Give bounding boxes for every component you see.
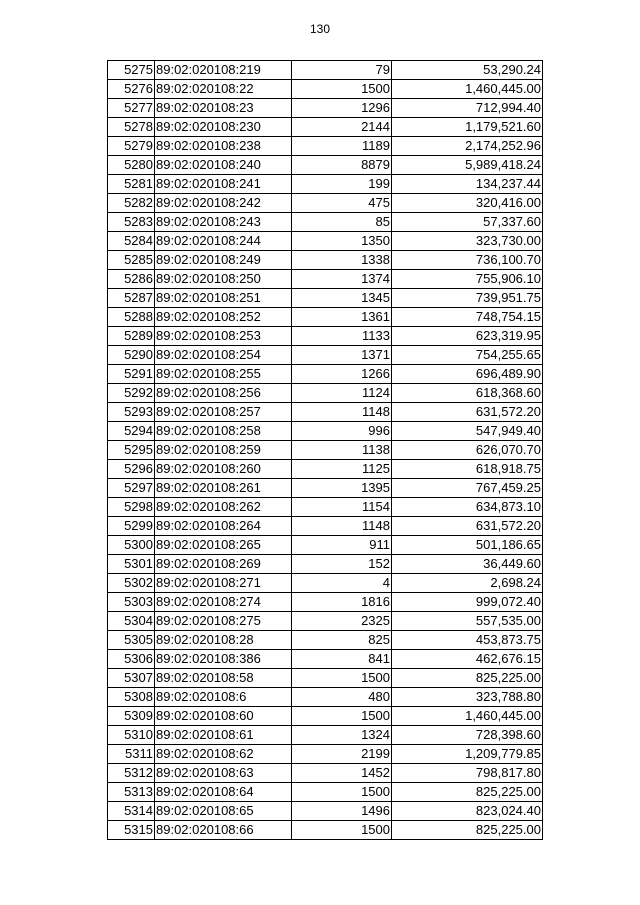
area-cell: 480 xyxy=(292,688,392,707)
cadastral-id-cell: 89:02:020108:253 xyxy=(155,327,292,346)
cadastral-id-cell: 89:02:020108:260 xyxy=(155,460,292,479)
value-cell: 825,225.00 xyxy=(392,821,543,840)
value-cell: 631,572.20 xyxy=(392,403,543,422)
table-row xyxy=(108,80,543,99)
row-number-cell: 5285 xyxy=(108,251,155,270)
table-row xyxy=(108,289,543,308)
cadastral-id-cell: 89:02:020108:251 xyxy=(155,289,292,308)
value-cell: 623,319.95 xyxy=(392,327,543,346)
row-number-cell: 5276 xyxy=(108,80,155,99)
cadastral-id-cell: 89:02:020108:261 xyxy=(155,479,292,498)
row-number-cell: 5301 xyxy=(108,555,155,574)
row-number-cell: 5281 xyxy=(108,175,155,194)
area-cell: 199 xyxy=(292,175,392,194)
row-number-cell: 5311 xyxy=(108,745,155,764)
value-cell: 626,070.70 xyxy=(392,441,543,460)
row-number-cell: 5296 xyxy=(108,460,155,479)
cadastral-id-cell: 89:02:020108:66 xyxy=(155,821,292,840)
table-row xyxy=(108,650,543,669)
row-number-cell: 5280 xyxy=(108,156,155,175)
table-row xyxy=(108,821,543,840)
table-row xyxy=(108,745,543,764)
cadastral-id-cell: 89:02:020108:230 xyxy=(155,118,292,137)
row-number-cell: 5304 xyxy=(108,612,155,631)
area-cell: 1500 xyxy=(292,821,392,840)
area-cell: 1148 xyxy=(292,403,392,422)
value-cell: 739,951.75 xyxy=(392,289,543,308)
row-number-cell: 5300 xyxy=(108,536,155,555)
value-cell: 2,174,252.96 xyxy=(392,137,543,156)
cadastral-id-cell: 89:02:020108:23 xyxy=(155,99,292,118)
row-number-cell: 5283 xyxy=(108,213,155,232)
row-number-cell: 5293 xyxy=(108,403,155,422)
cadastral-id-cell: 89:02:020108:63 xyxy=(155,764,292,783)
area-cell: 1154 xyxy=(292,498,392,517)
table-row xyxy=(108,536,543,555)
value-cell: 999,072.40 xyxy=(392,593,543,612)
cadastral-id-cell: 89:02:020108:65 xyxy=(155,802,292,821)
area-cell: 152 xyxy=(292,555,392,574)
area-cell: 1500 xyxy=(292,80,392,99)
cadastral-id-cell: 89:02:020108:62 xyxy=(155,745,292,764)
area-cell: 1296 xyxy=(292,99,392,118)
cadastral-id-cell: 89:02:020108:274 xyxy=(155,593,292,612)
cadastral-id-cell: 89:02:020108:61 xyxy=(155,726,292,745)
area-cell: 1138 xyxy=(292,441,392,460)
value-cell: 320,416.00 xyxy=(392,194,543,213)
table-row xyxy=(108,270,543,289)
row-number-cell: 5314 xyxy=(108,802,155,821)
value-cell: 323,788.80 xyxy=(392,688,543,707)
value-cell: 618,918.75 xyxy=(392,460,543,479)
row-number-cell: 5309 xyxy=(108,707,155,726)
table-row xyxy=(108,688,543,707)
area-cell: 1189 xyxy=(292,137,392,156)
value-cell: 1,179,521.60 xyxy=(392,118,543,137)
area-cell: 1374 xyxy=(292,270,392,289)
cadastral-id-cell: 89:02:020108:256 xyxy=(155,384,292,403)
row-number-cell: 5284 xyxy=(108,232,155,251)
row-number-cell: 5287 xyxy=(108,289,155,308)
area-cell: 2325 xyxy=(292,612,392,631)
cadastral-id-cell: 89:02:020108:271 xyxy=(155,574,292,593)
area-cell: 1500 xyxy=(292,783,392,802)
cadastral-id-cell: 89:02:020108:60 xyxy=(155,707,292,726)
row-number-cell: 5298 xyxy=(108,498,155,517)
area-cell: 841 xyxy=(292,650,392,669)
area-cell: 911 xyxy=(292,536,392,555)
cadastral-id-cell: 89:02:020108:238 xyxy=(155,137,292,156)
cadastral-id-cell: 89:02:020108:269 xyxy=(155,555,292,574)
row-number-cell: 5302 xyxy=(108,574,155,593)
cadastral-id-cell: 89:02:020108:250 xyxy=(155,270,292,289)
cadastral-id-cell: 89:02:020108:265 xyxy=(155,536,292,555)
table-row xyxy=(108,460,543,479)
cadastral-id-cell: 89:02:020108:259 xyxy=(155,441,292,460)
row-number-cell: 5275 xyxy=(108,61,155,80)
area-cell: 825 xyxy=(292,631,392,650)
value-cell: 5,989,418.24 xyxy=(392,156,543,175)
area-cell: 1500 xyxy=(292,669,392,688)
row-number-cell: 5315 xyxy=(108,821,155,840)
table-row xyxy=(108,365,543,384)
table-row xyxy=(108,555,543,574)
value-cell: 823,024.40 xyxy=(392,802,543,821)
value-cell: 754,255.65 xyxy=(392,346,543,365)
value-cell: 736,100.70 xyxy=(392,251,543,270)
row-number-cell: 5286 xyxy=(108,270,155,289)
cadastral-id-cell: 89:02:020108:262 xyxy=(155,498,292,517)
table-row xyxy=(108,384,543,403)
cadastral-id-cell: 89:02:020108:252 xyxy=(155,308,292,327)
table-row xyxy=(108,118,543,137)
table-row xyxy=(108,479,543,498)
cadastral-id-cell: 89:02:020108:257 xyxy=(155,403,292,422)
cadastral-id-cell: 89:02:020108:242 xyxy=(155,194,292,213)
table-row xyxy=(108,517,543,536)
cadastral-id-cell: 89:02:020108:244 xyxy=(155,232,292,251)
area-cell: 1452 xyxy=(292,764,392,783)
area-cell: 4 xyxy=(292,574,392,593)
area-cell: 1350 xyxy=(292,232,392,251)
table-row xyxy=(108,726,543,745)
row-number-cell: 5299 xyxy=(108,517,155,536)
value-cell: 825,225.00 xyxy=(392,669,543,688)
table-row xyxy=(108,802,543,821)
area-cell: 996 xyxy=(292,422,392,441)
row-number-cell: 5297 xyxy=(108,479,155,498)
row-number-cell: 5313 xyxy=(108,783,155,802)
row-number-cell: 5279 xyxy=(108,137,155,156)
area-cell: 1496 xyxy=(292,802,392,821)
value-cell: 36,449.60 xyxy=(392,555,543,574)
value-cell: 825,225.00 xyxy=(392,783,543,802)
area-cell: 1816 xyxy=(292,593,392,612)
cadastral-id-cell: 89:02:020108:386 xyxy=(155,650,292,669)
value-cell: 453,873.75 xyxy=(392,631,543,650)
value-cell: 631,572.20 xyxy=(392,517,543,536)
value-cell: 712,994.40 xyxy=(392,99,543,118)
area-cell: 1395 xyxy=(292,479,392,498)
value-cell: 323,730.00 xyxy=(392,232,543,251)
table-row xyxy=(108,137,543,156)
value-cell: 1,460,445.00 xyxy=(392,707,543,726)
cadastral-id-cell: 89:02:020108:240 xyxy=(155,156,292,175)
table-row xyxy=(108,612,543,631)
data-table xyxy=(107,60,543,840)
area-cell: 2144 xyxy=(292,118,392,137)
table-row xyxy=(108,156,543,175)
row-number-cell: 5308 xyxy=(108,688,155,707)
table-row xyxy=(108,783,543,802)
table-row xyxy=(108,764,543,783)
area-cell: 8879 xyxy=(292,156,392,175)
area-cell: 1133 xyxy=(292,327,392,346)
table-row xyxy=(108,232,543,251)
cadastral-id-cell: 89:02:020108:254 xyxy=(155,346,292,365)
row-number-cell: 5289 xyxy=(108,327,155,346)
table-row xyxy=(108,194,543,213)
area-cell: 1324 xyxy=(292,726,392,745)
area-cell: 1124 xyxy=(292,384,392,403)
table-row xyxy=(108,308,543,327)
cadastral-id-cell: 89:02:020108:243 xyxy=(155,213,292,232)
row-number-cell: 5295 xyxy=(108,441,155,460)
cadastral-id-cell: 89:02:020108:241 xyxy=(155,175,292,194)
table-row xyxy=(108,99,543,118)
row-number-cell: 5303 xyxy=(108,593,155,612)
value-cell: 134,237.44 xyxy=(392,175,543,194)
row-number-cell: 5288 xyxy=(108,308,155,327)
cadastral-id-cell: 89:02:020108:64 xyxy=(155,783,292,802)
row-number-cell: 5282 xyxy=(108,194,155,213)
cadastral-id-cell: 89:02:020108:255 xyxy=(155,365,292,384)
value-cell: 53,290.24 xyxy=(392,61,543,80)
value-cell: 755,906.10 xyxy=(392,270,543,289)
area-cell: 1125 xyxy=(292,460,392,479)
value-cell: 57,337.60 xyxy=(392,213,543,232)
row-number-cell: 5312 xyxy=(108,764,155,783)
row-number-cell: 5310 xyxy=(108,726,155,745)
table-row xyxy=(108,593,543,612)
value-cell: 1,460,445.00 xyxy=(392,80,543,99)
cadastral-id-cell: 89:02:020108:58 xyxy=(155,669,292,688)
table-row xyxy=(108,707,543,726)
area-cell: 1371 xyxy=(292,346,392,365)
area-cell: 1148 xyxy=(292,517,392,536)
table-row xyxy=(108,574,543,593)
area-cell: 475 xyxy=(292,194,392,213)
table-row xyxy=(108,213,543,232)
cadastral-id-cell: 89:02:020108:275 xyxy=(155,612,292,631)
row-number-cell: 5294 xyxy=(108,422,155,441)
value-cell: 618,368.60 xyxy=(392,384,543,403)
table-row xyxy=(108,251,543,270)
value-cell: 1,209,779.85 xyxy=(392,745,543,764)
area-cell: 1361 xyxy=(292,308,392,327)
row-number-cell: 5290 xyxy=(108,346,155,365)
table-row xyxy=(108,441,543,460)
row-number-cell: 5307 xyxy=(108,669,155,688)
table-row xyxy=(108,403,543,422)
value-cell: 547,949.40 xyxy=(392,422,543,441)
row-number-cell: 5278 xyxy=(108,118,155,137)
value-cell: 2,698.24 xyxy=(392,574,543,593)
value-cell: 462,676.15 xyxy=(392,650,543,669)
row-number-cell: 5291 xyxy=(108,365,155,384)
cadastral-id-cell: 89:02:020108:249 xyxy=(155,251,292,270)
area-cell: 85 xyxy=(292,213,392,232)
cadastral-id-cell: 89:02:020108:219 xyxy=(155,61,292,80)
table-row xyxy=(108,327,543,346)
value-cell: 798,817.80 xyxy=(392,764,543,783)
table-row xyxy=(108,498,543,517)
row-number-cell: 5277 xyxy=(108,99,155,118)
area-cell: 1338 xyxy=(292,251,392,270)
cadastral-id-cell: 89:02:020108:28 xyxy=(155,631,292,650)
table-body xyxy=(108,61,543,840)
page-number: 130 xyxy=(309,22,331,36)
row-number-cell: 5306 xyxy=(108,650,155,669)
cadastral-id-cell: 89:02:020108:264 xyxy=(155,517,292,536)
table-row xyxy=(108,346,543,365)
row-number-cell: 5292 xyxy=(108,384,155,403)
table-row xyxy=(108,175,543,194)
area-cell: 79 xyxy=(292,61,392,80)
row-number-cell: 5305 xyxy=(108,631,155,650)
value-cell: 728,398.60 xyxy=(392,726,543,745)
cadastral-id-cell: 89:02:020108:258 xyxy=(155,422,292,441)
value-cell: 748,754.15 xyxy=(392,308,543,327)
value-cell: 501,186.65 xyxy=(392,536,543,555)
cadastral-id-cell: 89:02:020108:6 xyxy=(155,688,292,707)
area-cell: 1500 xyxy=(292,707,392,726)
area-cell: 1266 xyxy=(292,365,392,384)
area-cell: 1345 xyxy=(292,289,392,308)
table-row xyxy=(108,631,543,650)
table-row xyxy=(108,669,543,688)
table-row xyxy=(108,422,543,441)
cadastral-id-cell: 89:02:020108:22 xyxy=(155,80,292,99)
value-cell: 696,489.90 xyxy=(392,365,543,384)
value-cell: 767,459.25 xyxy=(392,479,543,498)
value-cell: 634,873.10 xyxy=(392,498,543,517)
value-cell: 557,535.00 xyxy=(392,612,543,631)
table-row xyxy=(108,61,543,80)
area-cell: 2199 xyxy=(292,745,392,764)
